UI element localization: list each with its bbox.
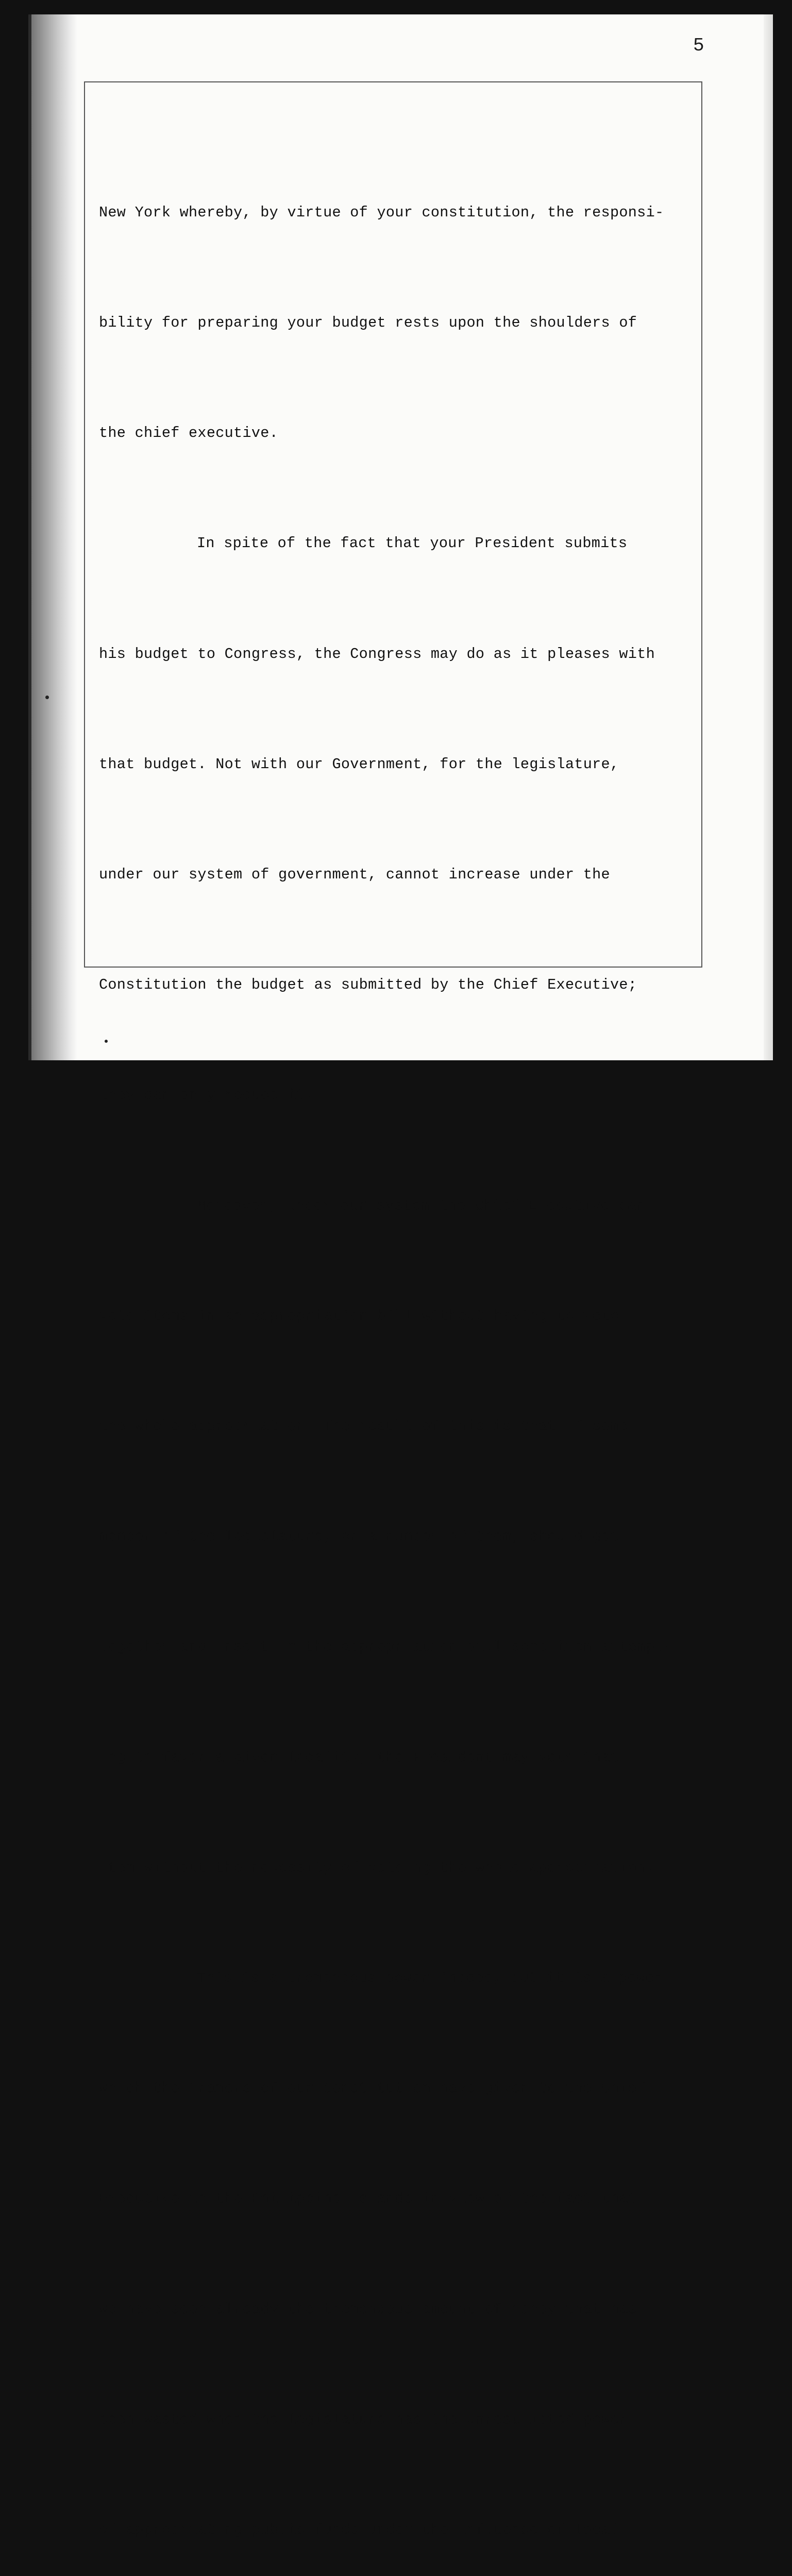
text-line: item without the necessity of vetoing the whole appropriation. (99, 1859, 655, 1876)
text-line: that budget. Not with our Government, for the legislature, (99, 755, 619, 773)
text-line: Executive in the Philippine Islands in view of the fact that (99, 2190, 637, 2208)
page-number: 5 (693, 35, 704, 56)
text-line: bility for preparing your budget rests upon the shoulders of (99, 314, 637, 332)
document-body (99, 121, 728, 2576)
text-line: together and insert in the appropriation bill some item attempt- (99, 1638, 673, 1656)
text-line: the chief executive. (99, 425, 279, 442)
binding-shadow (28, 14, 77, 1060)
text-line: under our system of government, cannot increase under the (99, 866, 610, 884)
text-line: veto items in an appropriation bill without having to veto (99, 1307, 619, 1325)
text-line: we have seen already the tremendous amount of money that has (99, 2300, 637, 2318)
text-line: ing to favor a given locality, the President may veto that (99, 1749, 619, 1766)
text-line: which the framers of our Constitution have given to the Chief (99, 2080, 646, 2097)
text-line: they can only reduce it. (99, 1087, 314, 1104)
page-edge (764, 14, 773, 1060)
text-line: his budget to Congress, the Congress may do as it pleases with (99, 645, 655, 663)
text-line: This is a tremendous power indeed, but it is a power (197, 1970, 663, 1987)
binding-edge (28, 14, 31, 1060)
text-line: Moreover, under our system the Chief Executive can (197, 1197, 646, 1214)
text-line: Constitution the budget as submitted by the Chief Executive; (99, 976, 637, 994)
text-line: New York whereby, by virtue of your constitution, the responsi- (99, 204, 664, 221)
text-line: the whole appropriation. The result of this is that if some (99, 1418, 628, 1435)
text-line: member of the legislature, or a number of them, should get (99, 1528, 619, 1546)
document-page (28, 14, 773, 2539)
text-line: In spite of the fact that your President submits (197, 535, 628, 552)
ink-speck (45, 696, 49, 699)
text-line: been wasted when the legislature has the unrestricted power (99, 2411, 628, 2428)
text-line: of appropriating public funds under the influence of local (99, 2521, 619, 2539)
